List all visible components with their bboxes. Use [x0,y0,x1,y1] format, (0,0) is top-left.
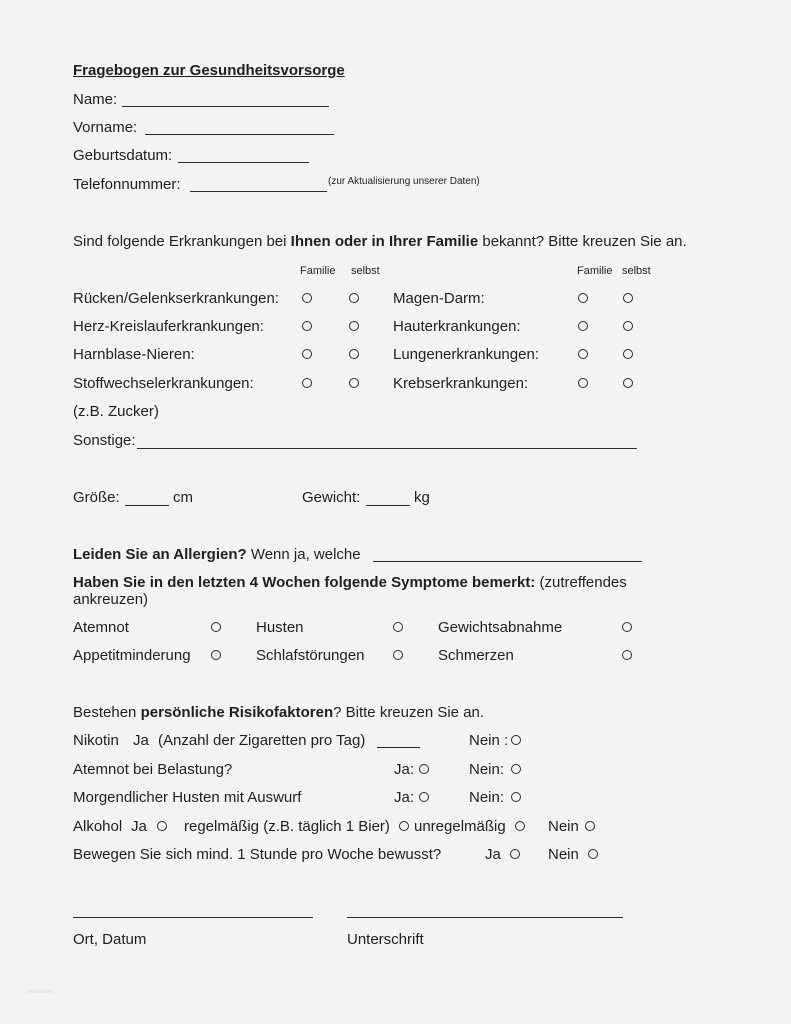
risiko-suffix: ? Bitte kreuzen Sie an. [333,704,485,721]
atemnot-ja: Ja: [394,761,415,778]
husten-nein: Nein: [469,789,505,806]
groesse-label: Größe: [73,489,120,506]
checkbox-gewichtsabnahme[interactable] [622,622,632,632]
husten-ja: Ja: [394,789,415,806]
atemnot-nein: Nein: [469,761,505,778]
nikotin-detail: (Anzahl der Zigaretten pro Tag) [158,732,366,749]
checkbox-schmerzen[interactable] [622,650,632,660]
sonstige-input-line[interactable] [137,448,637,449]
checkbox-appetitminderung[interactable] [211,650,221,660]
checkbox-haut-selbst[interactable] [623,321,633,331]
vorname-input-line[interactable] [145,134,334,135]
checkbox-stoffwechsel-selbst[interactable] [349,378,359,388]
col-familie-left: Familie [300,265,336,277]
checkbox-husten-ja[interactable] [419,792,429,802]
checkbox-krebs-selbst[interactable] [623,378,633,388]
checkbox-alkohol-nein[interactable] [585,821,595,831]
alkohol-label: Alkohol [73,818,123,835]
telefon-input-line[interactable] [190,191,327,192]
bewegen-nein: Nein [548,846,579,863]
risiko-prefix: Bestehen [73,704,141,721]
disease-left-2: Herz-Kreislauferkrankungen: [73,318,264,335]
groesse-input-line[interactable] [125,505,169,506]
nikotin-ja: Ja [133,732,149,749]
unterschrift-line[interactable] [347,917,623,918]
checkbox-lunge-selbst[interactable] [623,349,633,359]
alkohol-ja: Ja [131,818,147,835]
disease-left-3: Harnblase-Nieren: [73,346,195,363]
erkrankungen-question-suffix: bekannt? Bitte kreuzen Sie an. [478,233,687,250]
sonstige-label: Sonstige: [73,432,136,449]
checkbox-krebs-familie[interactable] [578,378,588,388]
erkrankungen-question [73,233,687,251]
checkbox-herz-selbst[interactable] [349,321,359,331]
disease-note: (z.B. Zucker) [73,403,159,420]
name-input-line[interactable] [122,106,329,107]
disease-left-4: Stoffwechselerkrankungen: [73,375,254,392]
gewicht-label: Gewicht: [302,489,361,506]
gewicht-input-line[interactable] [366,505,410,506]
col-selbst-left: selbst [351,265,380,277]
checkbox-ruecken-familie[interactable] [302,293,312,303]
disease-left-1: Rücken/Gelenkserkrankungen: [73,290,279,307]
checkbox-atemnot-ja[interactable] [419,764,429,774]
checkbox-lunge-familie[interactable] [578,349,588,359]
allergien-input-line[interactable] [373,561,642,562]
erkrankungen-question-prefix: Sind folgende Erkrankungen bei [73,233,291,250]
bewegen-label: Bewegen Sie sich mind. 1 Stunde pro Woche bewusst? [73,846,442,863]
bewegen-ja: Ja [485,846,501,863]
unterschrift-label: Unterschrift [347,931,424,948]
checkbox-husten[interactable] [393,622,403,632]
checkbox-alkohol-ja[interactable] [157,821,167,831]
allergien-question [73,546,361,564]
checkbox-atemnot-nein[interactable] [511,764,521,774]
symptom-appetitminderung: Appetitminderung [73,647,191,664]
nikotin-anzahl-input-line[interactable] [377,747,420,748]
checkbox-magen-familie[interactable] [578,293,588,303]
symptome-question-bold: Haben Sie in den letzten 4 Wochen folgende Symptome bemerkt: [73,574,536,591]
disease-right-3: Lungenerkrankungen: [393,346,539,363]
nikotin-label: Nikotin [73,732,119,749]
allergien-follow: Wenn ja, welche [250,546,361,563]
name-label: Name: [73,91,118,108]
nikotin-nein: Nein : [469,732,509,749]
symptom-gewichtsabnahme: Gewichtsabnahme [438,619,563,636]
risiko-question [73,704,484,722]
symptome-question [73,574,627,592]
checkbox-atemnot[interactable] [211,622,221,632]
checkbox-schlafstoerungen[interactable] [393,650,403,660]
checkbox-haut-familie[interactable] [578,321,588,331]
disease-right-4: Krebserkrankungen: [393,375,529,392]
ort-datum-label: Ort, Datum [73,931,147,948]
checkbox-harnblase-familie[interactable] [302,349,312,359]
ort-datum-line[interactable] [73,917,313,918]
checkbox-bewegen-nein[interactable] [588,849,598,859]
symptom-husten: Husten [256,619,304,636]
checkbox-ruecken-selbst[interactable] [349,293,359,303]
symptom-schmerzen: Schmerzen [438,647,514,664]
risiko-bold: persönliche Risikofaktoren [140,704,334,721]
vorname-label: Vorname: [73,119,138,136]
symptome-question-suffix-2: ankreuzen) [73,591,149,608]
geburtsdatum-input-line[interactable] [178,162,309,163]
husten-auswurf-label: Morgendlicher Husten mit Auswurf [73,789,302,806]
symptome-question-suffix: (zutreffendes [539,574,627,591]
page-title: Fragebogen zur Gesundheitsvorsorge [73,62,345,79]
checkbox-husten-nein[interactable] [511,792,521,802]
groesse-unit: cm [173,489,193,506]
checkbox-herz-familie[interactable] [302,321,312,331]
checkbox-alkohol-unregelmaessig[interactable] [515,821,525,831]
atemnot-belastung-label: Atemnot bei Belastung? [73,761,233,778]
allergien-question-bold: Leiden Sie an Allergien? [73,546,247,563]
page-mark [26,990,54,993]
checkbox-alkohol-regelmaessig[interactable] [399,821,409,831]
col-selbst-right: selbst [622,265,651,277]
symptom-atemnot: Atemnot [73,619,129,636]
checkbox-bewegen-ja[interactable] [510,849,520,859]
alkohol-nein: Nein [548,818,579,835]
gewicht-unit: kg [414,489,430,506]
erkrankungen-question-bold: Ihnen oder in Ihrer Familie [290,233,479,250]
telefon-label: Telefonnummer: [73,176,181,193]
col-familie-right: Familie [577,265,613,277]
checkbox-magen-selbst[interactable] [623,293,633,303]
telefon-note: (zur Aktualisierung unserer Daten) [328,176,480,187]
alkohol-unregelmaessig: unregelmäßig [414,818,506,835]
checkbox-harnblase-selbst[interactable] [349,349,359,359]
checkbox-nikotin-nein[interactable] [511,735,521,745]
alkohol-regelmaessig: regelmäßig (z.B. täglich 1 Bier) [184,818,390,835]
disease-right-2: Hauterkrankungen: [393,318,521,335]
checkbox-stoffwechsel-familie[interactable] [302,378,312,388]
disease-right-1: Magen-Darm: [393,290,485,307]
symptom-schlafstoerungen: Schlafstörungen [256,647,365,664]
geburtsdatum-label: Geburtsdatum: [73,147,173,164]
